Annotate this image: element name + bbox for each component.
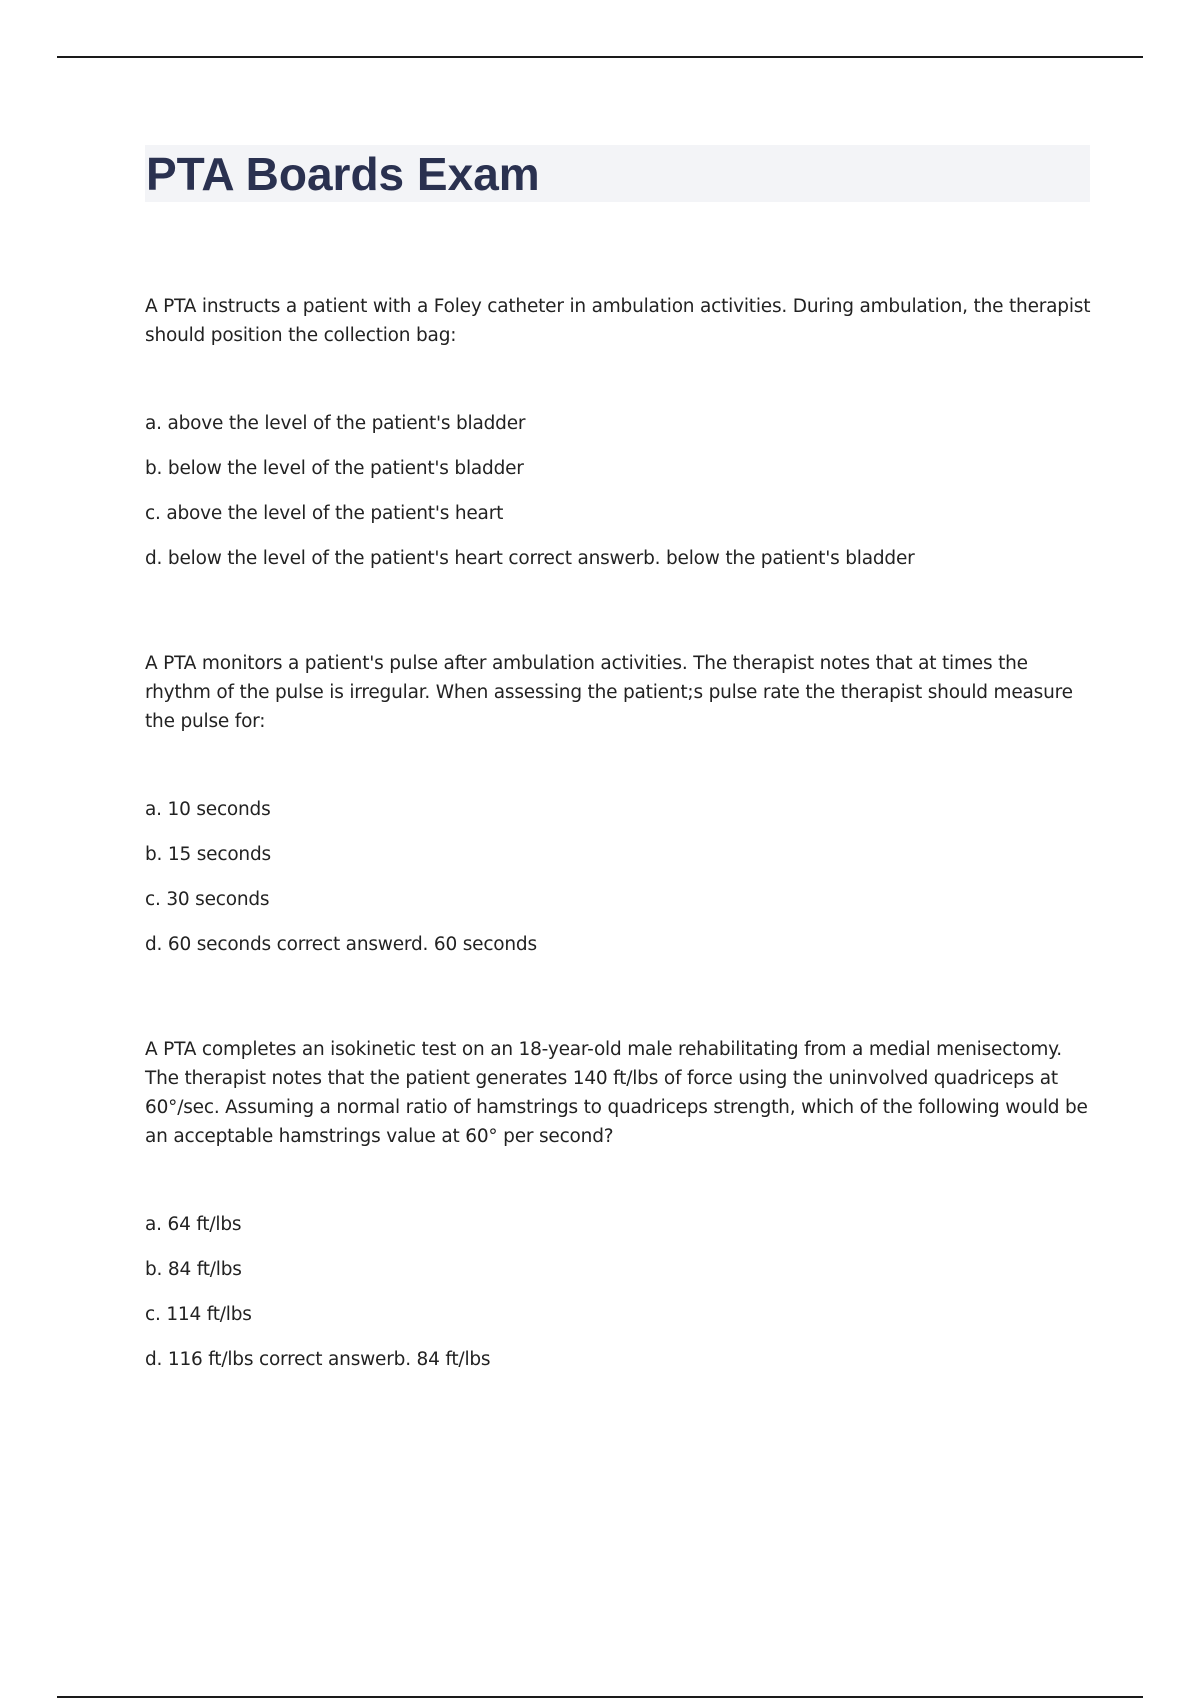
question-2-option-a: a. 10 seconds: [145, 799, 271, 820]
page-title: PTA Boards Exam: [146, 148, 540, 200]
question-1-options: [145, 409, 1095, 573]
question-1-option-c: c. above the level of the patient's heart: [145, 503, 504, 524]
question-1-option-a: a. above the level of the patient's bladder: [145, 413, 526, 434]
question-1: [145, 292, 1095, 573]
question-3-option-d: d. 116 ft/lbs correct answerb. 84 ft/lbs: [145, 1349, 491, 1370]
question-2-option-b: b. 15 seconds: [145, 844, 271, 865]
question-2-stem: A PTA monitors a patient's pulse after ambulation activities. The therapist notes that at times the rhythm of the pulse is irregular. When assessing the patient;s pulse rate the therapist should measure the pulse for:: [145, 653, 1073, 732]
question-1-option-b: b. below the level of the patient's bladder: [145, 458, 524, 479]
header-rule: [57, 56, 1143, 58]
question-3-option-b: b. 84 ft/lbs: [145, 1259, 242, 1280]
question-1-stem: A PTA instructs a patient with a Foley catheter in ambulation activities. During ambulation, the therapist should position the collection bag:: [145, 296, 1091, 346]
question-3-options: [145, 1210, 1095, 1374]
question-2-option-c: c. 30 seconds: [145, 889, 270, 910]
question-3: [145, 1035, 1095, 1374]
document-body: [145, 292, 1095, 1374]
question-2: [145, 649, 1095, 959]
question-3-option-c: c. 114 ft/lbs: [145, 1304, 252, 1325]
question-1-option-d: d. below the level of the patient's heart correct answerb. below the patient's bladder: [145, 548, 915, 569]
question-2-option-d: d. 60 seconds correct answerd. 60 seconds: [145, 934, 537, 955]
question-2-options: [145, 795, 1095, 959]
question-3-option-a: a. 64 ft/lbs: [145, 1214, 242, 1235]
footer-rule: [57, 1696, 1143, 1698]
question-3-stem: A PTA completes an isokinetic test on an 18-year-old male rehabilitating from a medial menisectomy. The therapist notes that the patient generates 140 ft/lbs of force using the uninvolved quadriceps at 60°/sec. Assuming a normal ratio of hamstrings to quadriceps strength, which of the following would be an acceptable hamstrings value at 60° per second?: [145, 1039, 1088, 1147]
